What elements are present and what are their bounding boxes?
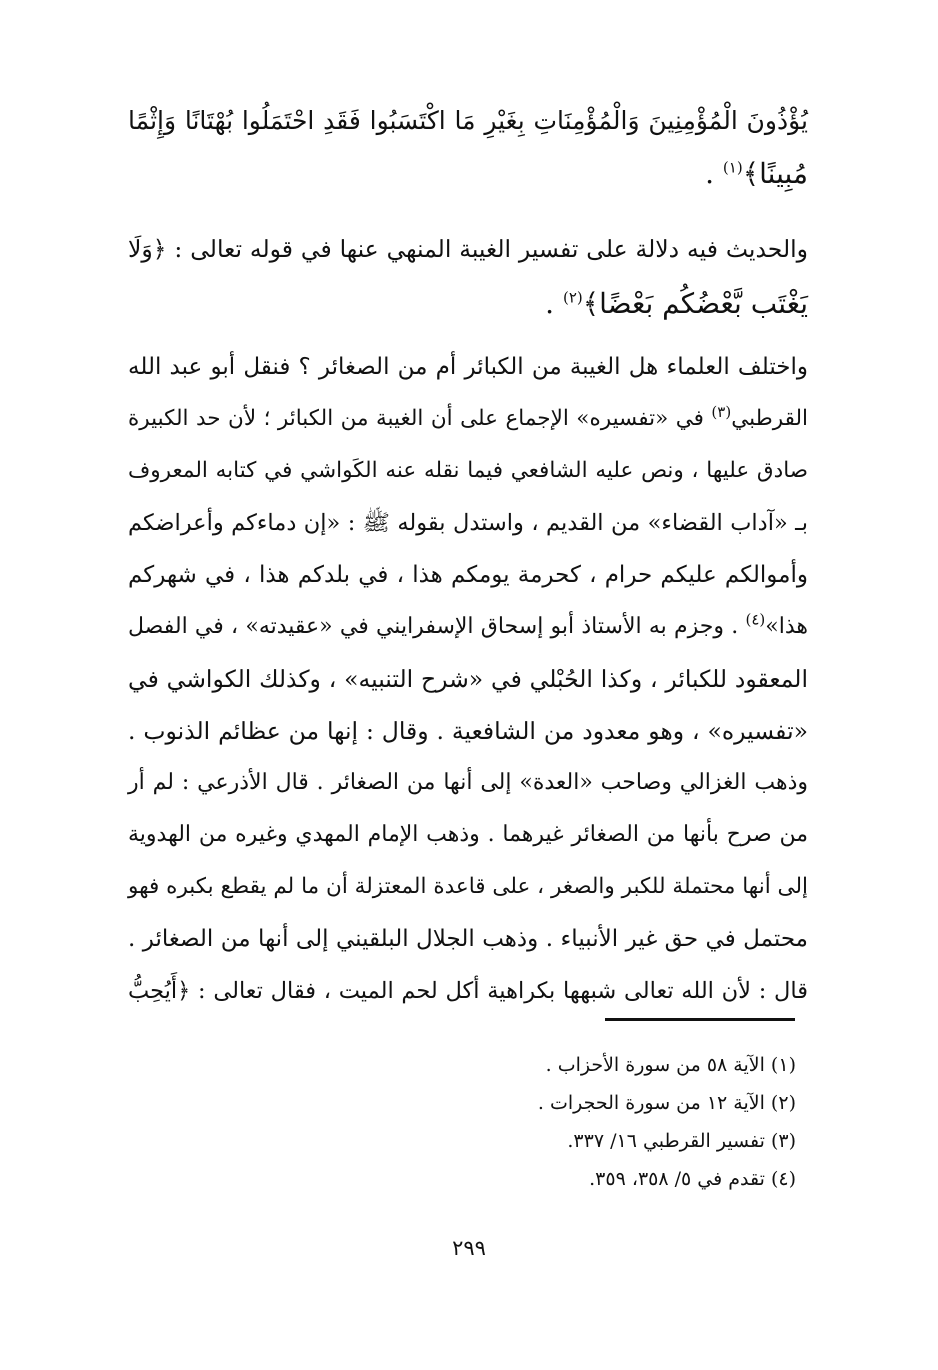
body-line: بـ «آداب القضاء» من القديم ، واستدل بقوله ﷺ : «إن دماءكم وأعراضكم (128, 510, 808, 536)
body-line (128, 610, 809, 668)
body-line: يَغْتَب بَّعْضُكُم بَعْضًا﴾$^{(٢)}$ . (545, 287, 808, 320)
body-line: محتمل في حق غير الأنبياء . وذهب الجلال البلقيني إلى أنها من الصغائر . (128, 926, 808, 952)
footnote-marker: (٣) (711, 402, 732, 421)
body-line: وذهب الغزالي وصاحب «العدة» إلى أنها من الصغائر . قال الأذرعي : لم أر (128, 770, 808, 795)
footnote: (٢) الآية ١٢ من سورة الحجرات . (537, 1092, 796, 1114)
page-number: ٢٩٩ (452, 1236, 486, 1260)
body-line: مُبِينًا﴾$^{(١)}$ . (705, 157, 808, 190)
line-rest: . وجزم به الأستاذ أبو إسحاق الإسفرايني في «عقيدته» ، في الفصل (128, 614, 739, 639)
footnote-marker: (١) (722, 158, 743, 177)
footnote: (٣) تفسير القرطبي ١٦/ ٣٣٧. (567, 1130, 796, 1152)
body-line: المعقود للكبائر ، وكذا الحُبْلي في «شرح التنبيه» ، وكذلك الكواشي في (128, 665, 808, 693)
body-line: يُؤْذُونَ الْمُؤْمِنِينَ وَالْمُؤْمِنَاتِ بِغَيْرِ مَا اكْتَسَبُوا فَقَدِ احْتَمَلُوا بُهْتَانًا وَإِثْمًا (128, 106, 808, 135)
body-line: صادق عليها ، ونص عليه الشافعي فيما نقله عنه الكَواشي في كتابه المعروف (128, 458, 808, 483)
paragraph-hadith (128, 235, 808, 342)
line-rest: في «تفسيره» الإجماع على أن الغيبة من الكبائر ؛ لأن حد الكبيرة (128, 406, 704, 431)
body-line: من صرح بأنها من الصغائر غيرهما . وذهب الإمام المهدي وغيره من الهدوية (128, 822, 808, 847)
body-line: والحديث فيه دلالة على تفسير الغيبة المنهي عنها في قوله تعالى : ﴿وَلَا (128, 235, 808, 263)
quran-verse-end: مُبِينًا﴾ (742, 157, 808, 190)
footnote: (٤) تقدم في ٥/ ٣٥٨، ٣٥٩. (589, 1168, 796, 1190)
body-line (128, 402, 808, 460)
footnote-marker: (٤) (745, 610, 766, 629)
body-line: وأموالكم عليكم حرام ، كحرمة يومكم هذا ، في بلدكم هذا ، في شهركم (128, 562, 808, 588)
paragraph-scholars (128, 356, 808, 1032)
quran-verse-block (128, 108, 808, 212)
body-line: إلى أنها محتملة للكبر والصغر ، على قاعدة المعتزلة أن ما لم يقطع بكبره فهو (128, 874, 808, 899)
footnotes (396, 1046, 796, 1198)
footnote-separator (605, 1018, 795, 1021)
footnote: (١) الآية ٥٨ من سورة الأحزاب . (545, 1054, 796, 1076)
quran-verse: يَغْتَب بَّعْضُكُم بَعْضًا﴾ (582, 287, 808, 320)
body-line: قال : لأن الله تعالى شبهها بكراهية أكل لحم الميت ، فقال تعالى : ﴿أَيُحِبُّ (128, 978, 808, 1004)
footnote-marker: (٢) (562, 288, 583, 307)
body-line: «تفسيره» ، وهو معدود من الشافعية . وقال : إنها من عظائم الذنوب . (128, 717, 808, 745)
line-start: هذا» (765, 614, 809, 639)
body-line: واختلف العلماء هل الغيبة من الكبائر أم من الصغائر ؟ فنقل أبو عبد الله (128, 354, 808, 380)
line-start: القرطبي (731, 406, 808, 431)
